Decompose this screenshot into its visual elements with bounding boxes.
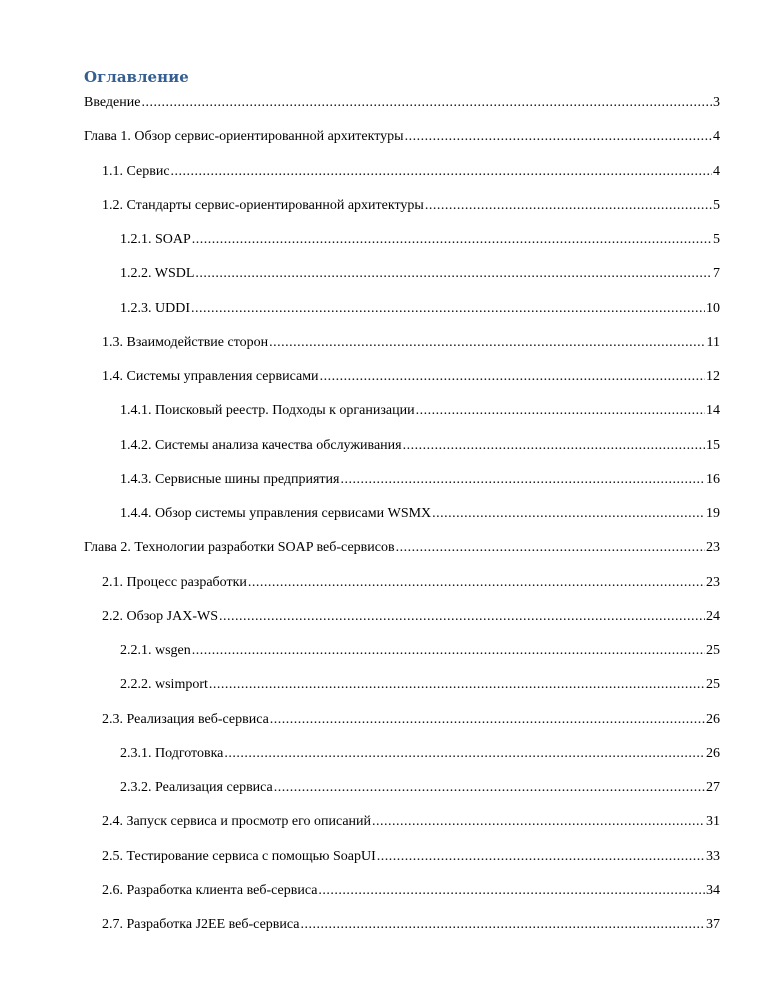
toc-page-number: 33 — [706, 848, 720, 864]
toc-entry-title: 1.1. Сервис — [102, 163, 170, 179]
toc-entry-title: Глава 2. Технологии разработки SOAP веб-сервисов — [84, 540, 395, 556]
toc-entry-title: 1.2.1. SOAP — [120, 232, 191, 247]
toc-entry-title: 1.2.3. UDDI — [120, 300, 190, 316]
toc-entry-title: 2.2.1. wsgen — [120, 643, 191, 658]
toc-entry-title: 1.2. Стандарты сервис-ориентированной архитектуры — [102, 197, 424, 213]
toc-entry-title: 1.4. Системы управления сервисами — [102, 369, 319, 384]
toc-entry-title: 2.5. Тестирование сервиса с помощью SoapUI — [102, 848, 376, 864]
toc-entry-title: 2.7. Разработка J2EE веб-сервиса — [102, 917, 300, 932]
toc-entry[interactable] — [120, 265, 720, 283]
toc-dot-leader — [195, 265, 712, 283]
toc-entry[interactable] — [84, 128, 720, 146]
toc-dot-leader — [269, 334, 705, 352]
toc-entry[interactable] — [120, 471, 720, 489]
toc-entry[interactable] — [102, 574, 720, 592]
toc-entry[interactable] — [120, 300, 720, 318]
toc-page-number: 24 — [706, 608, 720, 624]
toc-dot-leader — [191, 300, 705, 318]
toc-entry[interactable] — [120, 676, 720, 694]
toc-entry[interactable] — [102, 916, 720, 934]
toc-entry-title: Введение — [84, 95, 141, 110]
toc-page-number: 7 — [713, 266, 720, 282]
toc-dot-leader — [340, 471, 705, 489]
toc-entry-title: 1.3. Взаимодействие сторон — [102, 334, 269, 350]
toc-dot-leader — [209, 676, 705, 694]
toc-page-number: 16 — [706, 471, 720, 487]
toc-dot-leader — [377, 848, 705, 866]
toc-dot-leader — [300, 916, 705, 934]
toc-page-number: 27 — [706, 780, 720, 795]
toc-entry[interactable] — [102, 711, 720, 729]
toc-page-number: 26 — [706, 711, 720, 727]
toc-page-number: 5 — [713, 197, 720, 213]
toc-page-number: 10 — [706, 300, 720, 316]
toc-page-number: 5 — [713, 232, 720, 247]
toc-entry-title: 2.2.2. wsimport — [120, 677, 208, 693]
toc-dot-leader — [372, 813, 705, 831]
toc-entry[interactable] — [102, 197, 720, 215]
toc-dot-leader — [274, 779, 705, 797]
toc-page-number: 23 — [706, 574, 720, 590]
toc-page-number: 3 — [713, 95, 720, 110]
toc-entry[interactable] — [120, 745, 720, 763]
toc-dot-leader — [318, 882, 705, 900]
toc-heading: Оглавление — [84, 68, 189, 86]
toc-dot-leader — [403, 437, 705, 455]
toc-dot-leader — [405, 128, 712, 146]
toc-entry[interactable] — [102, 882, 720, 900]
toc-page-number: 26 — [706, 745, 720, 761]
toc-entry-title: 2.2. Обзор JAX-WS — [102, 608, 219, 624]
toc-entry-title: 2.6. Разработка клиента веб-сервиса — [102, 882, 318, 898]
toc-page-number: 19 — [706, 506, 720, 521]
toc-entry[interactable] — [120, 779, 720, 797]
toc-entry[interactable] — [102, 163, 720, 181]
toc-page-number: 23 — [706, 540, 720, 556]
toc-entry-title: 1.4.1. Поисковый реестр. Подходы к организации — [120, 403, 415, 419]
toc-entry-title: 1.4.4. Обзор системы управления сервисами WSMX — [120, 506, 432, 521]
toc-entry-title: 1.4.2. Системы анализа качества обслуживания — [120, 437, 402, 453]
toc-entry[interactable] — [120, 402, 720, 420]
toc-entry[interactable] — [120, 642, 720, 660]
toc-entry[interactable] — [102, 334, 720, 352]
toc-page-number: 4 — [713, 163, 720, 179]
toc-page-number: 37 — [706, 917, 720, 932]
toc-entry-title: 2.1. Процесс разработки — [102, 574, 247, 590]
toc-entry[interactable] — [102, 813, 720, 831]
toc-dot-leader — [141, 94, 712, 112]
toc-page-number: 14 — [706, 403, 720, 419]
toc-entry-title: Глава 1. Обзор сервис-ориентированной архитектуры — [84, 129, 404, 145]
toc-entry[interactable] — [84, 94, 720, 112]
toc-entry[interactable] — [120, 231, 720, 249]
toc-dot-leader — [320, 368, 705, 386]
toc-page-number: 34 — [706, 882, 720, 898]
toc-page-number: 4 — [713, 129, 720, 145]
toc-entry[interactable] — [120, 505, 720, 523]
toc-dot-leader — [192, 642, 705, 660]
toc-page-number: 25 — [706, 677, 720, 693]
toc-dot-leader — [425, 197, 712, 215]
toc-dot-leader — [270, 711, 705, 729]
toc-dot-leader — [224, 745, 705, 763]
toc-dot-leader — [192, 231, 712, 249]
toc-page-number: 15 — [706, 437, 720, 453]
toc-dot-leader — [219, 608, 705, 626]
toc-entry[interactable] — [120, 437, 720, 455]
toc-dot-leader — [416, 402, 705, 420]
toc-page-number: 31 — [706, 814, 720, 830]
toc-entry-title: 2.4. Запуск сервиса и просмотр его описаний — [102, 814, 372, 830]
toc-entry[interactable] — [84, 539, 720, 557]
toc-entry[interactable] — [102, 848, 720, 866]
toc-page-number: 25 — [706, 643, 720, 658]
toc-entry-title: 2.3.1. Подготовка — [120, 745, 224, 761]
toc-page-number: 12 — [706, 369, 720, 384]
toc-dot-leader — [396, 539, 705, 557]
toc-dot-leader — [171, 163, 712, 181]
toc-entry-title: 1.4.3. Сервисные шины предприятия — [120, 471, 340, 487]
toc-entry-title: 2.3.2. Реализация сервиса — [120, 780, 273, 795]
toc-entry[interactable] — [102, 608, 720, 626]
toc-page-number: 11 — [706, 334, 720, 350]
toc-entry-title: 1.2.2. WSDL — [120, 266, 195, 282]
toc-dot-leader — [432, 505, 705, 523]
toc-entry-title: 2.3. Реализация веб-сервиса — [102, 711, 269, 727]
toc-dot-leader — [248, 574, 705, 592]
toc-entry[interactable] — [102, 368, 720, 386]
